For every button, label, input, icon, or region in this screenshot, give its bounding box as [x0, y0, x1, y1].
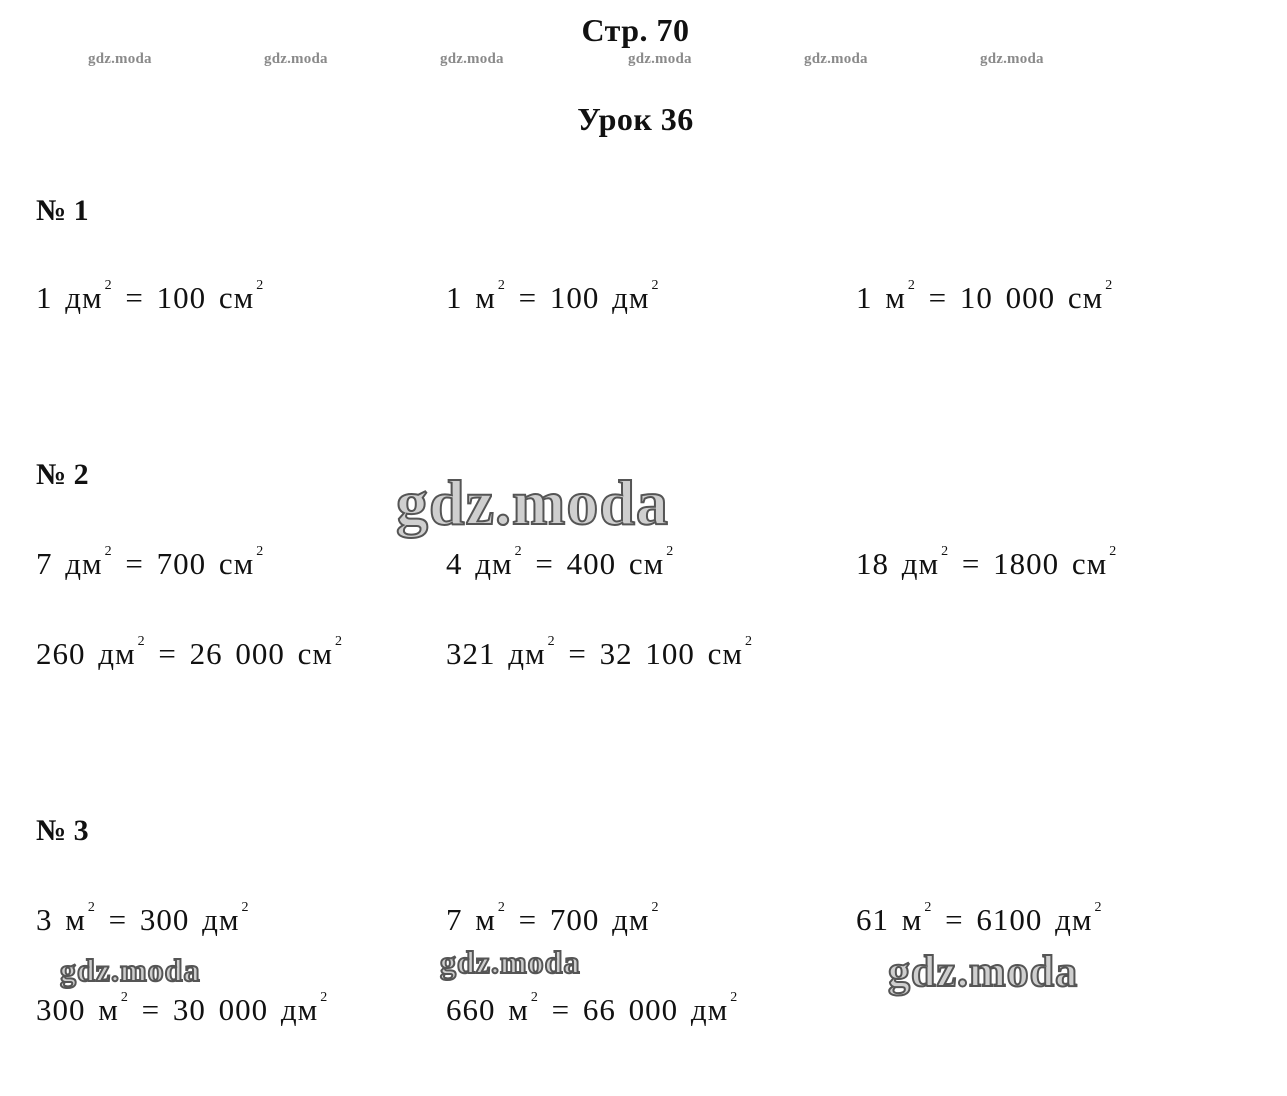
equation: 4 дм $^2$ = 400 см $^2$	[446, 544, 675, 581]
equation: 1 м $^2$ = 10 000 см $^2$	[856, 278, 1114, 315]
watermark-medium: gdz.moda	[440, 944, 581, 980]
equation: 3 м $^2$ = 300 дм $^2$	[36, 900, 250, 937]
equation: 7 м $^2$ = 700 дм $^2$	[446, 900, 660, 937]
watermark-small: gdz.moda	[628, 51, 692, 67]
task-number-2: № 2	[36, 458, 89, 491]
watermark-small: gdz.moda	[980, 51, 1044, 67]
page-title: Стр. 70	[581, 12, 690, 48]
equation: 7 дм $^2$ = 700 см $^2$	[36, 544, 265, 581]
lesson-title: Урок 36	[577, 101, 694, 137]
equation: 300 м $^2$ = 30 000 дм $^2$	[36, 990, 329, 1027]
watermark-small: gdz.moda	[440, 51, 504, 67]
watermark-medium: gdz.moda	[888, 947, 1079, 996]
equation: 61 м $^2$ = 6100 дм $^2$	[856, 900, 1103, 937]
equation: 1 дм $^2$ = 100 см $^2$	[36, 278, 265, 315]
watermark-small: gdz.moda	[88, 51, 152, 67]
equation: 18 дм $^2$ = 1800 см $^2$	[856, 544, 1118, 581]
equation: 260 дм $^2$ = 26 000 см $^2$	[36, 634, 344, 671]
watermark-small: gdz.moda	[264, 51, 328, 67]
task-number-3: № 3	[36, 814, 89, 847]
watermark-medium: gdz.moda	[60, 952, 201, 988]
task-number-1: № 1	[36, 194, 89, 227]
watermark-small: gdz.moda	[804, 51, 868, 67]
equation: 660 м $^2$ = 66 000 дм $^2$	[446, 990, 739, 1027]
watermark-large: gdz.moda	[396, 467, 669, 538]
equation: 1 м $^2$ = 100 дм $^2$	[446, 278, 660, 315]
equation: 321 дм $^2$ = 32 100 см $^2$	[446, 634, 754, 671]
